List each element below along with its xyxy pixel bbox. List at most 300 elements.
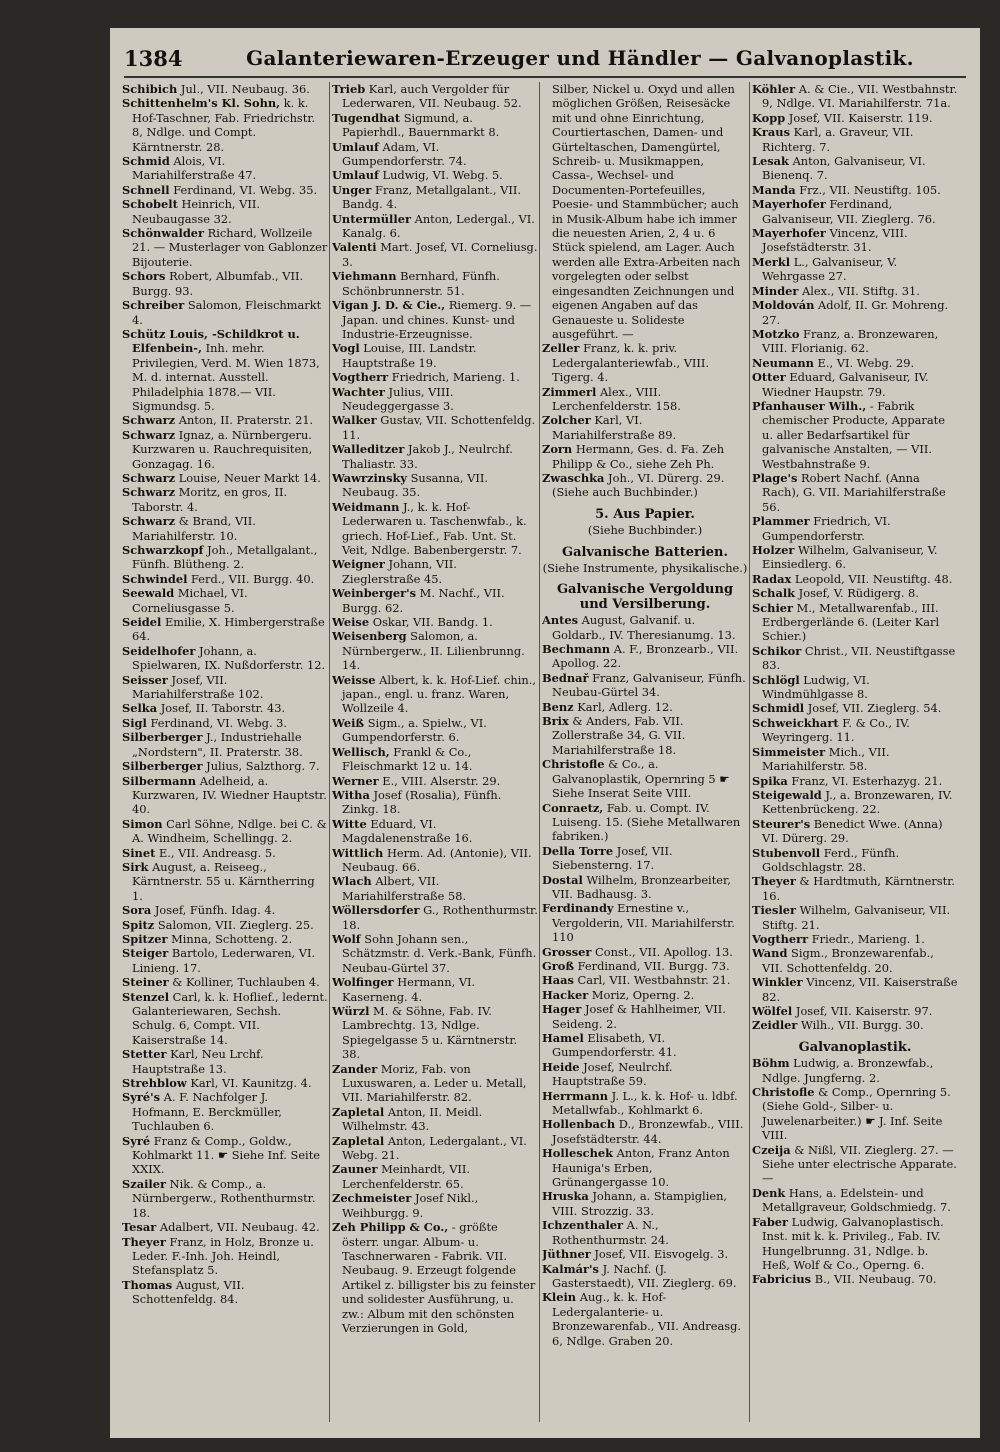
directory-entry: [752, 1085, 958, 1143]
entry-details: Ferd., Fünfh. Goldschlagstr. 28.: [762, 845, 900, 874]
entry-name: Christofle: [752, 1085, 815, 1100]
directory-entry: [122, 1278, 328, 1307]
directory-entry: [332, 629, 538, 672]
entry-name: Klein: [542, 1290, 577, 1305]
entry-list: [542, 613, 748, 1348]
entry-details: Ferdinand, VI. Webg. 35.: [169, 182, 318, 197]
entry-name: Stenzel: [122, 989, 170, 1004]
entry-details: Ludwig, Galvanoplastisch. Inst. mit k. k. Privileg., Fab. IV. Hungelbrunng. 31, Ndlge. b. Heß, Wolf & Co., Operng. 6.: [762, 1214, 944, 1272]
entry-details: A. & Cie., VII. Westbahnstr. 9, Ndlge. VI. Mariahilferstr. 71a.: [762, 82, 958, 111]
entry-details: & Brand, VII. Mariahilferstr. 10.: [132, 514, 256, 543]
entry-name: Hruska: [542, 1189, 589, 1204]
entry-details: Anton, II. Meidl. Wilhelmstr. 43.: [342, 1104, 483, 1134]
entry-details: M. & Söhne, Fab. IV. Lambrechtg. 13, Ndlge. Spiegelgasse 5 u. Kärntnerstr. 38.: [342, 1004, 518, 1062]
entry-name: Radax: [752, 571, 792, 586]
entry-details: Wilh., VII. Burgg. 30.: [797, 1018, 924, 1033]
entry-name: Tesar: [122, 1220, 157, 1235]
entry-details: - größte österr. ungar. Album- u. Taschnerwaren - Fabrik. VII. Neubaug. 9. Erzeugt folgende Artikel z. billigster bis zu feinster und solidester Ausführung, u. zw.: Album mit den schönsten Verzierungen in Gold,: [342, 1220, 536, 1335]
column-divider: [539, 82, 540, 1422]
entry-details: Sigmund, a. Papierhdl., Bauernmarkt 8.: [342, 110, 500, 140]
entry-details: Franz, a. Bronzewaren, VIII. Florianig. 62.: [762, 326, 939, 356]
directory-entry: [122, 615, 328, 644]
directory-entry: [122, 730, 328, 759]
entry-details: Ferdinand, VI. Webg. 3.: [146, 715, 288, 730]
entry-name: Zapletal: [332, 1104, 385, 1119]
column-2: [332, 82, 538, 1432]
directory-entry: [752, 125, 958, 154]
directory-entry: [122, 774, 328, 817]
entry-details: Johann, a. Spielwaren, IX. Nußdorferstr. 12.: [132, 643, 326, 673]
entry-details: Karl, VI. Mariahilferstraße 89.: [552, 413, 677, 442]
entry-details: Richard, Wollzeile 21. — Musterlager von Gablonzer Bijouterie.: [132, 226, 328, 269]
entry-name: Schwindel: [122, 571, 188, 586]
entry-name: Grosser: [542, 944, 592, 959]
directory-entry: [542, 1117, 748, 1146]
entry-details: Josef, Fünfh. Idag. 4.: [151, 903, 276, 918]
entry-details: - Fabrik chemischer Producte, Apparate u. aller Bedarfsartikel für galvanische Anstalten, — VII. Westbahnstraße 9.: [762, 398, 945, 471]
header-rule: [124, 76, 966, 78]
directory-entry: [122, 514, 328, 543]
directory-entry: [542, 413, 748, 442]
entry-details: Franz & Comp., Goldw., Kohlmarkt 11. ☛ Siehe Inf. Seite XXIX.: [132, 1133, 321, 1177]
directory-entry: [752, 197, 958, 226]
directory-entry: [752, 1056, 958, 1085]
entry-name: Trieb: [332, 82, 366, 96]
entry-name: Silberberger: [122, 730, 203, 745]
entry-details: Alex., VIII. Lerchenfelderstr. 158.: [552, 384, 681, 413]
entry-name: Seidelhofer: [122, 643, 196, 658]
entry-details: Nik. & Comp., a. Nürnbergerw., Rothenthurmstr. 18.: [132, 1176, 316, 1220]
entry-details: Vincenz, VII. Kaiserstraße 82.: [762, 975, 958, 1004]
entry-details: Carl, k. k. Hoflief., ledernt. Galanteriewaren, Sechsh. Schulg. 6, Compt. VII. Kaiserstraße 14.: [132, 989, 328, 1047]
entry-name: Holzer: [752, 543, 795, 557]
directory-entry: [122, 846, 328, 860]
entry-details: Frz., VII. Neustiftg. 105.: [795, 182, 941, 197]
entry-name: Witte: [332, 816, 367, 831]
entry-details: Josef (Rosalia), Fünfh. Zinkg. 18.: [342, 787, 502, 817]
entry-name: Steigewald: [752, 787, 822, 802]
entry-list: [542, 341, 748, 499]
entry-details: E., VI. Webg. 29.: [813, 355, 915, 370]
entry-details: Adalbert, VII. Neubaug. 42.: [156, 1220, 320, 1235]
entry-name: Della Torre: [542, 843, 614, 858]
directory-entry: [122, 1076, 328, 1090]
directory-entry: [752, 370, 958, 399]
entry-details: Carl Söhne, Ndlge. bei C. & A. Windheim, Schellingg. 2.: [132, 816, 327, 846]
entry-details: Ferdinand, Galvaniseur, VII. Zieglerg. 76.: [762, 197, 936, 226]
entry-details: Moriz, Operng. 2.: [588, 987, 695, 1002]
directory-entry: [332, 1062, 538, 1105]
directory-entry: [122, 327, 328, 413]
directory-entry: [752, 543, 958, 572]
column-divider: [329, 82, 330, 1422]
entry-details: Anton, II. Praterstr. 21.: [175, 413, 314, 428]
entry-details: Josef, Neulrchf. Hauptstraße 59.: [552, 1059, 673, 1089]
entry-name: Bednař: [542, 670, 589, 685]
entry-details: Salomon, Fleischmarkt 4.: [132, 298, 322, 327]
directory-entry: [332, 774, 538, 788]
entry-name: Zander: [332, 1061, 378, 1076]
entry-name: Spika: [752, 773, 788, 788]
entry-details: Gustav, VII. Schottenfeldg. 11.: [342, 413, 536, 442]
entry-name: Winkler: [752, 975, 803, 990]
entry-name: Weisenberg: [332, 629, 407, 644]
entry-name: Silbermann: [122, 773, 197, 788]
directory-entry: [752, 514, 958, 543]
directory-entry: [752, 1018, 958, 1032]
directory-entry: [332, 557, 538, 586]
entry-name: Würzl: [332, 1004, 370, 1018]
entry-name: Mayerhofer: [752, 197, 826, 212]
directory-entry: [122, 269, 328, 298]
entry-details: Ignaz, a. Nürnbergeru. Kurzwaren u. Rauchrequisiten, Gonzagag. 16.: [132, 427, 313, 471]
entry-details: Karl, a. Graveur, VII. Richterg. 7.: [762, 125, 914, 154]
entry-details: Emilie, X. Himbergerstraße 64.: [132, 615, 325, 644]
page-header: [124, 42, 966, 74]
entry-name: Wolf: [332, 931, 361, 946]
entry-name: Umlauf: [332, 139, 379, 154]
entry-name: Zauner: [332, 1162, 378, 1177]
directory-entry: [332, 442, 538, 471]
entry-details: Julius, Salzthorg. 7.: [202, 759, 320, 774]
entry-details: August, Galvanif. u. Goldarb., IV. Theresianumg. 13.: [552, 613, 736, 642]
entry-name: Minder: [752, 283, 799, 298]
entry-name: Wittlich: [332, 845, 384, 860]
entry-name: Witha: [332, 787, 370, 802]
entry-name: Wellisch,: [332, 744, 390, 759]
column-1: [122, 82, 328, 1432]
directory-entry: [122, 471, 328, 485]
entry-details: Louise, Neuer Markt 14.: [175, 470, 321, 485]
entry-name: Wlach: [332, 874, 372, 889]
entry-details: Joh., Metallgalant., Fünfh. Blütheng. 2.: [132, 543, 318, 572]
directory-entry: [332, 240, 538, 269]
entry-name: Moldován: [752, 298, 815, 313]
entry-name: Wachter: [332, 384, 385, 399]
entry-details: Hermann, VI. Kaserneng. 4.: [342, 975, 476, 1004]
entry-details: Jul., VII. Neubaug. 36.: [177, 82, 310, 96]
entry-name: Schreiber: [122, 298, 185, 313]
directory-entry: [542, 442, 748, 471]
entry-name: Schütz Louis, -Schildkrot u. Elfenbein-,: [122, 326, 300, 356]
directory-entry: [332, 903, 538, 932]
directory-entry: [332, 1191, 538, 1220]
entry-details: Josef, V. Rüdigerg. 8.: [795, 586, 919, 601]
entry-details: Ferdinand, VII. Burgg. 73.: [573, 958, 730, 973]
entry-details: Franz, in Holz, Bronze u. Leder. F.-Inh. Joh. Heindl, Stefansplatz 5.: [132, 1234, 314, 1278]
entry-name: Zeller: [542, 341, 580, 356]
directory-entry: [752, 111, 958, 125]
entry-details: Franz, k. k. priv. Ledergalanteriewfab., VIII. Tigerg. 4.: [552, 341, 710, 385]
entry-name: Schweickhart: [752, 715, 839, 730]
entry-name: Schalk: [752, 586, 796, 601]
entry-details: Karl, Neu Lrchf. Hauptstraße 13.: [132, 1047, 264, 1076]
entry-name: Neumann: [752, 355, 814, 370]
entry-name: Strehblow: [122, 1076, 187, 1091]
entry-name: Theyer: [752, 874, 796, 889]
directory-entry: [332, 471, 538, 500]
entry-details: Frankl & Co., Fleischmarkt 12 u. 14.: [342, 744, 473, 774]
directory-entry: [332, 1162, 538, 1191]
entry-details: Const., VII. Apollog. 13.: [591, 944, 733, 959]
entry-details: Ludwig, a. Bronzewfab., Ndlge. Jungferng. 2.: [762, 1056, 934, 1085]
directory-entry: [332, 975, 538, 1004]
column-4: [752, 82, 958, 1432]
entry-name: Ferdinandy: [542, 901, 614, 916]
entry-name: Schier: [752, 600, 794, 615]
entry-details: Inh. mehr. Privilegien, Verd. M. Wien 1873, M. d. internat. Ausstell. Philadelphia 1878.— VII. Sigmundsg. 5.: [132, 341, 320, 413]
entry-details: Carl, VII. Westbahnstr. 21.: [573, 973, 731, 988]
section-title-papier: 5. Aus Papier.: [595, 506, 695, 522]
entry-details: Sohn Johann sen., Schätzmstr. d. Verk.-Bank, Fünfh. Neubau-Gürtel 37.: [342, 931, 537, 975]
page-number: 1384: [124, 45, 183, 71]
entry-details: J. L., k. k. Hof- u. ldbf. Metallwfab., Kohlmarkt 6.: [552, 1088, 738, 1118]
directory-entry: [752, 975, 958, 1004]
entry-details: Louise, III. Landstr. Hauptstraße 19.: [342, 341, 477, 370]
directory-entry: [542, 973, 748, 987]
directory-entry: [752, 572, 958, 586]
entry-name: Schmid: [122, 154, 170, 169]
directory-entry: [752, 1272, 958, 1286]
entry-list: [122, 82, 328, 1307]
entry-details: Robert Nachf. (Anna Rach), G. VII. Mariahilferstraße 56.: [762, 470, 946, 514]
directory-entry: [752, 903, 958, 932]
directory-entry: [122, 586, 328, 615]
entry-name: Wölfel: [752, 1004, 793, 1018]
directory-entry: [332, 817, 538, 846]
directory-entry: [752, 82, 958, 111]
entry-details: Hans, a. Edelstein- und Metallgraveur, Goldschmiedg. 7.: [762, 1185, 951, 1215]
entry-name: Herrmann: [542, 1088, 609, 1103]
directory-entry: [122, 413, 328, 427]
directory-entry: [752, 846, 958, 875]
entry-name: Zorn: [542, 442, 573, 457]
entry-details: Leopold, VII. Neustiftg. 48.: [791, 571, 953, 586]
directory-entry: [122, 96, 328, 154]
directory-entry: [542, 714, 748, 757]
directory-entry: [542, 1060, 748, 1089]
entry-details: Albert, k. k. Hof-Lief. chin., japan., engl. u. franz. Waren, Wollzeile 4.: [342, 672, 536, 716]
entry-details: A. N., Rothenthurmstr. 24.: [552, 1218, 669, 1247]
directory-entry: [542, 341, 748, 384]
entry-name: Simon: [122, 816, 163, 831]
entry-name: Zimmerl: [542, 384, 597, 399]
directory-entry: [542, 1247, 748, 1261]
directory-entry: [752, 586, 958, 600]
entry-name: Sora: [122, 903, 152, 918]
entry-name: Christofle: [542, 757, 605, 772]
entry-name: Zeh Philipp & Co.,: [332, 1220, 449, 1235]
entry-name: Vigan J. D. & Cie.,: [332, 298, 446, 313]
entry-details: August, a. Reiseeg., Kärntnerstr. 55 u. Kärntherring 1.: [132, 859, 315, 903]
entry-name: Weidmann: [332, 499, 400, 514]
directory-entry: [122, 1235, 328, 1278]
entry-details: Karl, auch Vergolder für Lederwaren, VII. Neubaug. 52.: [342, 82, 522, 111]
entry-details: Wilhelm, Galvaniseur, V. Einsiedlerg. 6.: [762, 543, 938, 572]
entry-name: Schwarz: [122, 470, 176, 485]
entry-name: Manda: [752, 182, 796, 197]
entry-name: Weigner: [332, 557, 385, 572]
entry-name: Jüthner: [542, 1247, 591, 1262]
entry-details: Meinhardt, VII. Lerchenfelderstr. 65.: [342, 1162, 471, 1191]
entry-details: Benedict Wwe. (Anna) VI. Dürerg. 29.: [762, 816, 943, 846]
entry-name: Weise: [332, 615, 370, 630]
directory-entry: [332, 500, 538, 558]
entry-name: Schwarzkopf: [122, 543, 204, 557]
directory-entry: [122, 946, 328, 975]
entry-details: Johann, a. Stampiglien, VIII. Strozzig. 33.: [552, 1189, 728, 1218]
entry-name: Unger: [332, 182, 372, 197]
entry-name: Faber: [752, 1214, 789, 1229]
directory-entry: [332, 370, 538, 384]
directory-entry: [122, 644, 328, 673]
entry-name: Umlauf: [332, 168, 379, 183]
directory-entry: [752, 745, 958, 774]
directory-entry: [752, 1004, 958, 1018]
entry-name: Thomas: [122, 1277, 173, 1292]
directory-entry: [332, 673, 538, 716]
entry-details: Minna, Schotteng. 2.: [167, 931, 293, 946]
entry-details: Jakob J., Neulrchf. Thaliastr. 33.: [342, 442, 513, 471]
entry-details: Alex., VII. Stiftg. 31.: [798, 283, 920, 298]
entry-name: Seewald: [122, 586, 175, 601]
entry-name: Benz: [542, 699, 574, 714]
directory-entry: [332, 168, 538, 182]
entry-details: Oskar, VII. Bandg. 1.: [369, 615, 493, 630]
entry-name: Kopp: [752, 110, 786, 125]
directory-entry: [122, 990, 328, 1048]
entry-details: Sigm., Bronzewarenfab., VII. Schottenfeldg. 20.: [762, 946, 934, 975]
entry-details: & Hardtmuth, Kärntnerstr. 16.: [762, 874, 956, 903]
running-title: Galanteriewaren-Erzeuger und Händler — Galvanoplastik.: [246, 46, 914, 70]
directory-entry: [332, 1220, 538, 1335]
entry-name: Stubenvoll: [752, 845, 821, 860]
entry-name: Zapletal: [332, 1133, 385, 1148]
directory-page: [110, 28, 980, 1438]
entry-details: L., Galvaniseur, V. Wehrgasse 27.: [762, 254, 898, 284]
directory-entry: [542, 1089, 748, 1118]
entry-name: Weisse: [332, 672, 376, 687]
entry-details: Josef Nikl., Weihburgg. 9.: [342, 1191, 479, 1220]
directory-entry: [752, 673, 958, 702]
entry-details: Friedrich, Marieng. 1.: [388, 370, 520, 385]
directory-entry: [332, 788, 538, 817]
entry-name: Zolcher: [542, 413, 591, 428]
entry-name: Schibich: [122, 82, 178, 96]
directory-entry: [752, 1143, 958, 1186]
entry-name: Spitz: [122, 917, 155, 932]
entry-details: Moritz, en gros, II. Taborstr. 4.: [132, 485, 288, 514]
directory-entry: [122, 975, 328, 989]
entry-details: & Anders, Fab. VII. Zollerstraße 34, G. VII. Mariahilferstraße 18.: [552, 714, 686, 757]
entry-name: Tiesler: [752, 903, 797, 918]
entry-details: E., VII. Andreasg. 5.: [155, 845, 276, 860]
directory-entry: [752, 788, 958, 817]
entry-details: & Nißl, VII. Zieglerg. 27. — Siehe unter electrische Apparate. —: [762, 1142, 957, 1186]
entry-details: & Co., a. Galvanoplastik, Opernring 5 ☛ Siehe Inserat Seite VIII.: [552, 757, 730, 801]
entry-details: Mart. Josef, VI. Corneliusg. 3.: [342, 240, 538, 269]
directory-entry: [542, 901, 748, 944]
entry-details: Michael, VI. Corneliusgasse 5.: [132, 586, 248, 615]
entry-details: Hermann, Ges. d. Fa. Zeh Philipp & Co., siehe Zeh Ph.: [552, 442, 725, 471]
entry-details: Salomon, VII. Zieglerg. 25.: [154, 917, 314, 932]
entry-details: & Kolliner, Tuchlauben 4.: [168, 975, 320, 990]
entry-name: Schmidl: [752, 701, 805, 716]
directory-entry: [542, 82, 748, 341]
section-title-vergoldung: Galvanische Vergoldung und Versilberung.: [556, 582, 734, 612]
directory-entry: [542, 1031, 748, 1060]
entry-details: Josef, VII. Eisvogelg. 3.: [590, 1247, 729, 1262]
entry-details: Josef, VII. Siebensterng. 17.: [552, 843, 673, 873]
directory-entry: [122, 716, 328, 730]
directory-entry: [122, 903, 328, 917]
entry-name: Steiner: [122, 975, 169, 990]
directory-entry: [542, 1262, 748, 1291]
entry-name: Czeija: [752, 1142, 791, 1157]
entry-details: Eduard, Galvaniseur, IV. Wiedner Haupstr. 79.: [762, 370, 929, 399]
entry-name: Heide: [542, 1059, 580, 1074]
entry-details: E., VIII. Alserstr. 29.: [378, 773, 501, 788]
entry-details: Riemerg. 9. — Japan. und chines. Kunst- und Industrie-Erzeugnisse.: [342, 298, 532, 341]
directory-entry: [332, 846, 538, 875]
directory-entry: [122, 183, 328, 197]
directory-entry: [122, 1090, 328, 1133]
directory-entry: [752, 716, 958, 745]
entry-details: Josef, II. Taborstr. 43.: [157, 701, 286, 716]
entry-name: Schobelt: [122, 197, 178, 212]
entry-details: Adelheid, a. Kurzwaren, IV. Wiedner Hauptstr. 40.: [132, 773, 327, 817]
directory-entry: [752, 644, 958, 673]
directory-entry: [752, 774, 958, 788]
directory-entry: [752, 701, 958, 715]
entry-details: Franz, Metallgalant., VII. Bandg. 4.: [342, 182, 521, 212]
directory-entry: [542, 671, 748, 700]
entry-details: Aug., k. k. Hof-Ledergalanterie- u. Bronzewarenfab., VII. Andreasg. 6, Ndlge. Graben 20.: [552, 1290, 742, 1348]
entry-name: Ichzenthaler: [542, 1218, 624, 1233]
entry-details: Alois, VI. Mariahilferstraße 47.: [132, 154, 257, 183]
entry-details: Elisabeth, VI. Gumpendorferstr. 41.: [552, 1031, 677, 1060]
column-3: [542, 82, 748, 1432]
entry-name: Schittenhelm's Kl. Sohn,: [122, 96, 281, 111]
directory-entry: [122, 1047, 328, 1076]
entry-name: Werner: [332, 773, 379, 788]
entry-name: Wand: [752, 946, 788, 961]
entry-details: B., VII. Neubaug. 70.: [811, 1272, 937, 1287]
directory-entry: [332, 874, 538, 903]
entry-name: Steiger: [122, 946, 169, 961]
directory-entry: [122, 226, 328, 269]
directory-entry: [332, 212, 538, 241]
entry-details: Fab. u. Compt. IV. Luiseng. 15. (Siehe Metallwaren fabriken.): [552, 800, 741, 844]
directory-entry: [752, 284, 958, 298]
directory-entry: [332, 1105, 538, 1134]
directory-entry: [542, 844, 748, 873]
entry-name: Walker: [332, 413, 377, 428]
entry-details: Bernhard, Fünfh. Schönbrunnerstr. 51.: [342, 269, 500, 298]
entry-details: Mich., VII. Mariahilferstr. 58.: [762, 744, 890, 774]
directory-entry: [122, 543, 328, 572]
directory-entry: [332, 183, 538, 212]
directory-entry: [332, 341, 538, 370]
directory-entry: [752, 327, 958, 356]
directory-entry: [332, 586, 538, 615]
directory-entry: [332, 1134, 538, 1163]
entry-name: Wawrzinsky: [332, 470, 407, 485]
directory-entry: [122, 759, 328, 773]
entry-details: Eduard, VI. Magdalenenstraße 16.: [342, 816, 473, 846]
directory-entry: [332, 385, 538, 414]
entry-details: Friedrich, VI. Gumpendorferstr.: [762, 514, 891, 543]
